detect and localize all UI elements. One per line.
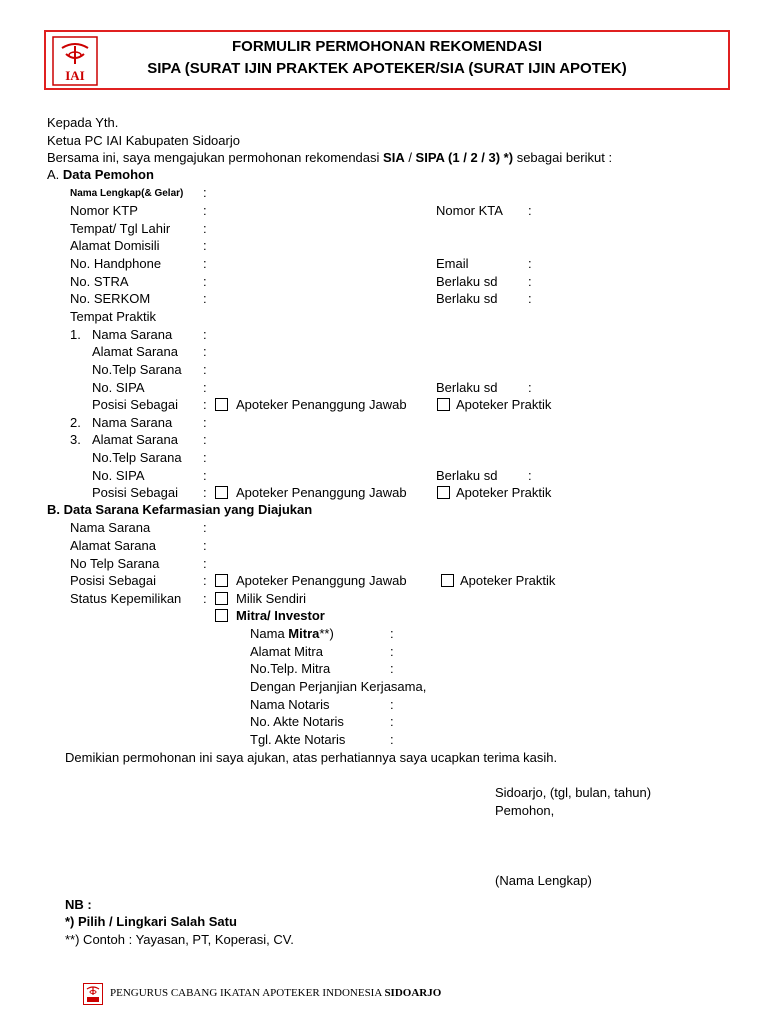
nomor-ktp-label: Nomor KTP bbox=[70, 203, 138, 218]
colon: : bbox=[203, 274, 207, 289]
nama-lengkap-label: Nama Lengkap(& Gelar) bbox=[70, 188, 184, 199]
milik-sendiri-label: Milik Sendiri bbox=[236, 591, 307, 606]
status-kepemilikan-label: Status Kepemilikan bbox=[70, 591, 182, 606]
svg-text:IAI: IAI bbox=[65, 68, 85, 83]
mitra-investor-checkbox[interactable] bbox=[215, 609, 228, 622]
no-handphone-label: No. Handphone bbox=[70, 256, 162, 271]
no-sipa-label: No. SIPA bbox=[92, 380, 145, 395]
nomor-kta-label: Nomor KTA bbox=[436, 203, 503, 218]
nama-sarana-label: Nama Sarana bbox=[92, 327, 173, 342]
colon: : bbox=[203, 327, 207, 342]
colon: : bbox=[203, 415, 207, 430]
colon: : bbox=[203, 573, 207, 588]
apoteker-pj-checkbox[interactable] bbox=[215, 574, 228, 587]
colon: : bbox=[203, 344, 207, 359]
apoteker-praktik-checkbox[interactable] bbox=[441, 574, 454, 587]
colon: : bbox=[203, 538, 207, 553]
colon: : bbox=[203, 203, 207, 218]
no-serkom-label: No. SERKOM bbox=[70, 291, 151, 306]
colon: : bbox=[203, 291, 207, 306]
colon: : bbox=[203, 468, 207, 483]
colon: : bbox=[203, 485, 207, 500]
apoteker-praktik-checkbox[interactable] bbox=[437, 486, 450, 499]
colon: : bbox=[390, 626, 394, 641]
salutation: Kepada Yth. bbox=[47, 115, 119, 130]
colon: : bbox=[528, 274, 532, 289]
berlaku-sd-label: Berlaku sd bbox=[436, 291, 498, 306]
nama-sarana-label: Nama Sarana bbox=[70, 520, 151, 535]
closing-statement: Demikian permohonan ini saya ajukan, atas perhatiannya saya ucapkan terima kasih. bbox=[65, 750, 558, 765]
colon: : bbox=[203, 380, 207, 395]
section-a-heading: A. Data Pemohon bbox=[47, 167, 154, 182]
signature-place-date: Sidoarjo, (tgl, bulan, tahun) bbox=[495, 785, 652, 800]
tgl-akte-label: Tgl. Akte Notaris bbox=[250, 732, 346, 747]
telp-sarana-label: No.Telp Sarana bbox=[92, 450, 182, 465]
colon: : bbox=[528, 291, 532, 306]
recipient: Ketua PC IAI Kabupaten Sidoarjo bbox=[47, 133, 240, 148]
telp-sarana-label: No Telp Sarana bbox=[70, 556, 160, 571]
tempat-tgl-lahir-label: Tempat/ Tgl Lahir bbox=[70, 221, 171, 236]
colon: : bbox=[390, 661, 394, 676]
tempat-praktik-label: Tempat Praktik bbox=[70, 309, 156, 324]
email-label: Email bbox=[436, 256, 469, 271]
colon: : bbox=[203, 591, 207, 606]
iai-footer-logo-icon bbox=[83, 983, 103, 1005]
colon: : bbox=[203, 556, 207, 571]
berlaku-sd-label: Berlaku sd bbox=[436, 274, 498, 289]
alamat-sarana-label: Alamat Sarana bbox=[92, 432, 178, 447]
nama-sarana-label: Nama Sarana bbox=[92, 415, 173, 430]
alamat-sarana-label: Alamat Sarana bbox=[92, 344, 178, 359]
posisi-sebagai-label: Posisi Sebagai bbox=[92, 397, 178, 412]
colon: : bbox=[528, 256, 532, 271]
colon: : bbox=[528, 203, 532, 218]
alamat-mitra-label: Alamat Mitra bbox=[250, 644, 323, 659]
form-title: FORMULIR PERMOHONAN REKOMENDASI bbox=[232, 38, 542, 55]
no-akte-label: No. Akte Notaris bbox=[250, 714, 344, 729]
notes-title: NB : bbox=[65, 897, 92, 912]
colon: : bbox=[390, 732, 394, 747]
colon: : bbox=[390, 697, 394, 712]
request-line: Bersama ini, saya mengajukan permohonan rekomendasi SIA / SIPA (1 / 2 / 3) *) sebagai berikut : bbox=[47, 150, 613, 165]
apoteker-praktik-label: Apoteker Praktik bbox=[456, 397, 552, 412]
colon: : bbox=[203, 432, 207, 447]
apoteker-pj-label: Apoteker Penanggung Jawab bbox=[236, 573, 407, 588]
note-1: *) Pilih / Lingkari Salah Satu bbox=[65, 914, 237, 929]
telp-mitra-label: No.Telp. Mitra bbox=[250, 661, 331, 676]
perjanjian-label: Dengan Perjanjian Kerjasama, bbox=[250, 679, 427, 694]
header-box bbox=[44, 30, 730, 90]
nama-mitra-label: Nama Mitra**) bbox=[250, 626, 334, 641]
colon: : bbox=[203, 362, 207, 377]
apoteker-pj-checkbox[interactable] bbox=[215, 486, 228, 499]
footer-text: PENGURUS CABANG IKATAN APOTEKER INDONESIA SIDOARJO bbox=[110, 987, 442, 999]
mitra-investor-label: Mitra/ Investor bbox=[236, 608, 325, 623]
milik-sendiri-checkbox[interactable] bbox=[215, 592, 228, 605]
colon: : bbox=[203, 520, 207, 535]
praktik-2-number: 2. bbox=[70, 415, 81, 430]
section-b-heading: B. Data Sarana Kefarmasian yang Diajukan bbox=[47, 502, 313, 517]
apoteker-pj-label: Apoteker Penanggung Jawab bbox=[236, 485, 407, 500]
posisi-sebagai-label: Posisi Sebagai bbox=[92, 485, 178, 500]
no-stra-label: No. STRA bbox=[70, 274, 129, 289]
apoteker-pj-checkbox[interactable] bbox=[215, 398, 228, 411]
colon: : bbox=[390, 714, 394, 729]
berlaku-sd-label: Berlaku sd bbox=[436, 468, 498, 483]
colon: : bbox=[203, 397, 207, 412]
form-subtitle: SIPA (SURAT IJIN PRAKTEK APOTEKER/SIA (SURAT IJIN APOTEK) bbox=[147, 60, 627, 77]
colon: : bbox=[528, 468, 532, 483]
colon: : bbox=[203, 238, 207, 253]
apoteker-praktik-label: Apoteker Praktik bbox=[460, 573, 556, 588]
apoteker-praktik-checkbox[interactable] bbox=[437, 398, 450, 411]
signature-role: Pemohon, bbox=[495, 803, 555, 818]
alamat-sarana-label: Alamat Sarana bbox=[70, 538, 156, 553]
colon: : bbox=[390, 644, 394, 659]
colon: : bbox=[203, 221, 207, 236]
no-sipa-label: No. SIPA bbox=[92, 468, 145, 483]
signature-name: (Nama Lengkap) bbox=[495, 873, 592, 888]
colon: : bbox=[528, 380, 532, 395]
telp-sarana-label: No.Telp Sarana bbox=[92, 362, 182, 377]
colon: : bbox=[203, 185, 207, 200]
apoteker-pj-label: Apoteker Penanggung Jawab bbox=[236, 397, 407, 412]
apoteker-praktik-label: Apoteker Praktik bbox=[456, 485, 552, 500]
berlaku-sd-label: Berlaku sd bbox=[436, 380, 498, 395]
posisi-sebagai-label: Posisi Sebagai bbox=[70, 573, 156, 588]
praktik-1-number: 1. bbox=[70, 327, 81, 342]
praktik-3-number: 3. bbox=[70, 432, 81, 447]
colon: : bbox=[203, 256, 207, 271]
nama-notaris-label: Nama Notaris bbox=[250, 697, 330, 712]
note-2: **) Contoh : Yayasan, PT, Koperasi, CV. bbox=[65, 932, 294, 947]
alamat-domisili-label: Alamat Domisili bbox=[70, 238, 160, 253]
colon: : bbox=[203, 450, 207, 465]
